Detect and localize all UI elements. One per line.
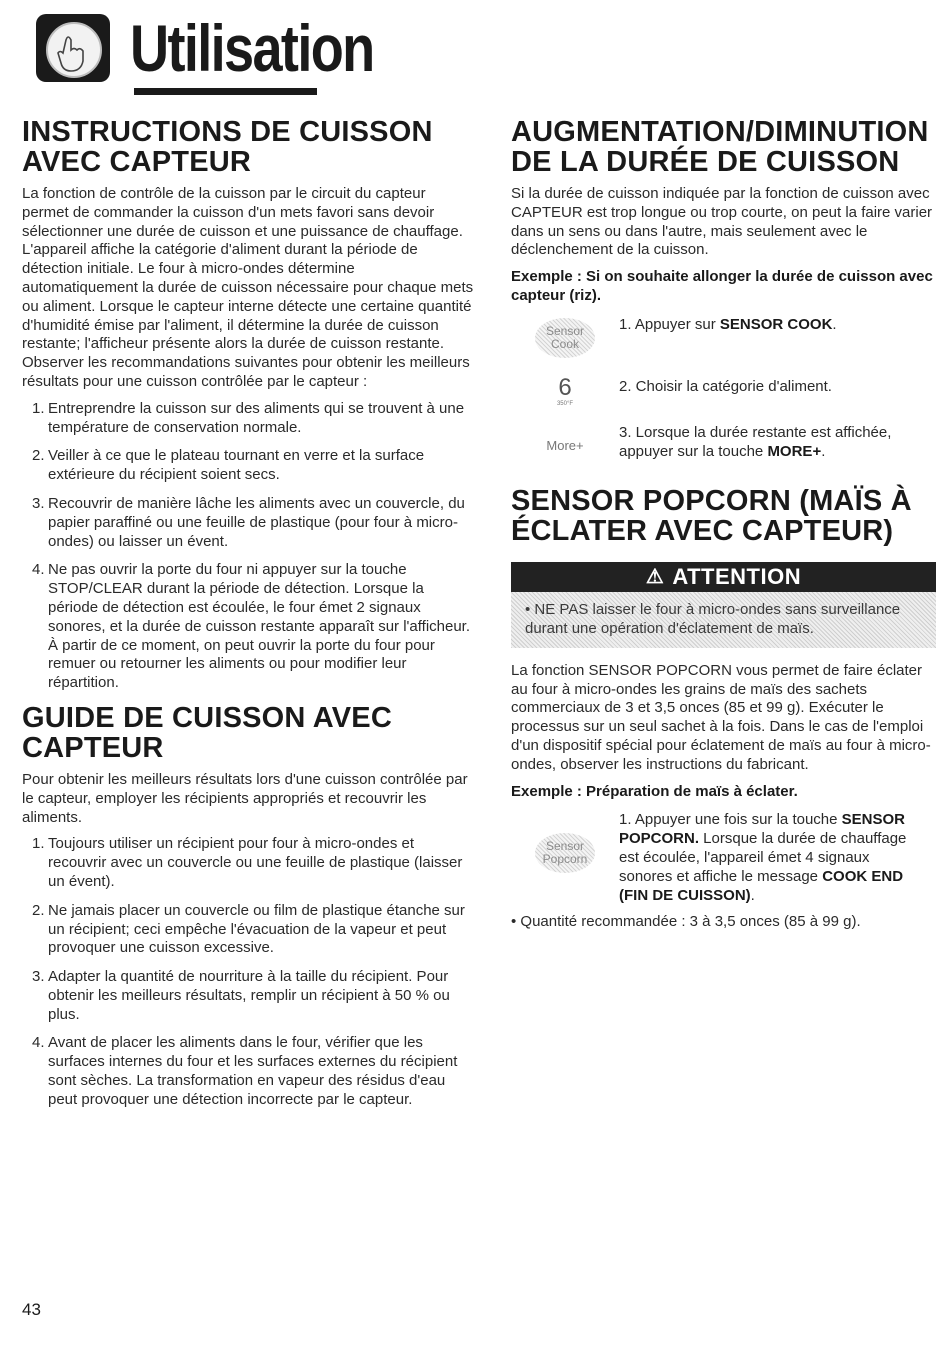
attention-text: • NE PAS laisser le four à micro-ondes sans surveillance durant une opération d'éclatement de maïs. [525, 600, 901, 637]
step-text: 3. Lorsque la durée restante est affichée, appuyer sur la touche MORE+. [619, 423, 892, 460]
step-sensor-cook [511, 316, 936, 360]
attention-banner [511, 562, 936, 592]
list-item: 3. Adapter la quantité de nourriture à la taille du récipient. Pour obtenir les meilleurs résultats, remplir un récipient à 50 % ou plus. [32, 968, 450, 1023]
section-title-sensor-popcorn: SENSOR POPCORN (MAÏS À ÉCLATER AVEC CAPTEUR) [511, 484, 912, 547]
section-title-sensor-guide: GUIDE DE CUISSON AVEC CAPTEUR [22, 701, 392, 764]
list-item: 3. Recouvrir de manière lâche les aliments avec un couvercle, du papier paraffiné ou une feuille de plastique (pour four à micro-ondes) ou laisser un évent. [32, 494, 465, 550]
sensor-guide-list [22, 835, 474, 1109]
list-item: 1. Entreprendre la cuisson sur des aliments qui se trouvent à une température de conservation normale. [32, 399, 465, 436]
list-item: 4. Ne pas ouvrir la porte du four ni appuyer sur la touche STOP/CLEAR durant la période de détection. Lorsque la période de détection est écoulée, le four émet 2 signaux sonores, et la durée de cuisson restante apparaît sur l'afficheur. À partir de ce moment, on peut ouvrir la porte du four pour remuer ou retourner les aliments ou pour modifier leur répartition. [32, 561, 471, 692]
title-rule [134, 88, 317, 95]
list-item: 4. Avant de placer les aliments dans le four, vérifier que les surfaces internes du four et les surfaces externes du récipient sont sèches. La transformation en vapeur des résidus d'eau peut provoquer une détection incorrecte par le capteur. [32, 1034, 458, 1108]
more-key: More+ [546, 438, 584, 454]
page-title: Utilisation [130, 11, 374, 85]
left-column [22, 117, 474, 1120]
example-heading: Exemple : Préparation de maïs à éclater. [511, 782, 798, 800]
step-choose-category [511, 370, 936, 414]
section-intro: Si la durée de cuisson indiquée par la fonction de cuisson avec CAPTEUR est trop longue ou trop courte, on peut la faire varier dans un sens ou dans l'autre, mais seulement avec le déclenchement de la cuisson. [511, 185, 933, 259]
sensor-cook-key: Sensor Cook [533, 316, 597, 360]
category-display: 6 350°F [556, 373, 574, 407]
hand-cursor-icon [36, 14, 110, 82]
section-intro: La fonction SENSOR POPCORN vous permet de faire éclater au four à micro-ondes les grains de maïs des sachets commerciaux de 3 et 3,5 onces (85 et 99 g). Exécuter le processus sur un seul sachet à la fois. Dans le cas de l'emploi d'un dispositif spécial pour éclatement de maïs au four à micro-ondes, observer les instructions du fabricant. [511, 661, 931, 773]
step-text: 2. Choisir la catégorie d'aliment. [619, 377, 832, 395]
sensor-cooking-list [22, 400, 474, 693]
section-title-adjust-time: AUGMENTATION/DIMINUTION DE LA DURÉE DE CUISSON [511, 116, 929, 178]
recommended-quantity-note: • Quantité recommandée : 3 à 3,5 onces (85 à 99 g). [511, 913, 861, 931]
page-number: 43 [22, 1300, 41, 1319]
step-text: 1. Appuyer une fois sur la touche SENSOR POPCORN. Lorsque la durée de chauffage est écoulée, l'appareil émet 4 signaux sonores et affiche le message COOK END (FIN DE CUISSON). [619, 811, 907, 904]
attention-label: ATTENTION [672, 563, 802, 589]
attention-message-box [511, 592, 936, 648]
list-item: 2. Veiller à ce que le plateau tournant en verre et la surface extérieure du récipient soient secs. [32, 447, 425, 484]
section-intro: La fonction de contrôle de la cuisson par le circuit du capteur permet de commander la cuisson d'un mets favori sans devoir sélectionner une durée de cuisson et une puissance de chauffage. L'appareil affiche la catégorie d'aliment durant la période de détection initiale. Le four à micro-ondes détermine automatiquement la durée de cuisson nécessaire pour chaque mets ou aliment. Lorsque le capteur interne détecte une certaine quantité d'humidité émise par l'aliment, il détermine la durée de cuisson restante; l'afficheur présente alors la durée de cuisson restante. Observer les recommandations suivantes pour obtenir les meilleurs résultats pour une cuisson contrôlée par le capteur : [22, 185, 474, 390]
sensor-popcorn-key: Sensor Popcorn [533, 831, 597, 875]
right-column [511, 117, 936, 932]
step-more [511, 424, 936, 468]
step-text: 1. Appuyer sur SENSOR COOK. [619, 315, 837, 333]
list-item: 1. Toujours utiliser un récipient pour four à micro-ondes et recouvrir avec un couvercle ou une feuille de plastique (laisser un évent). [32, 835, 463, 890]
step-sensor-popcorn [511, 811, 936, 907]
warning-triangle-icon: ⚠ [645, 566, 665, 589]
section-title-sensor-cooking: INSTRUCTIONS DE CUISSON AVEC CAPTEUR [22, 116, 433, 178]
example-heading: Exemple : Si on souhaite allonger la durée de cuisson avec capteur (riz). [511, 268, 933, 304]
section-intro: Pour obtenir les meilleurs résultats lors d'une cuisson contrôlée par le capteur, employer les récipients appropriés et recouvrir les aliments. [22, 770, 468, 826]
list-item: 2. Ne jamais placer un couvercle ou film de plastique étanche sur un récipient; ceci empêche l'évacuation de la vapeur et peut provoquer une cuisson excessive. [32, 901, 465, 957]
